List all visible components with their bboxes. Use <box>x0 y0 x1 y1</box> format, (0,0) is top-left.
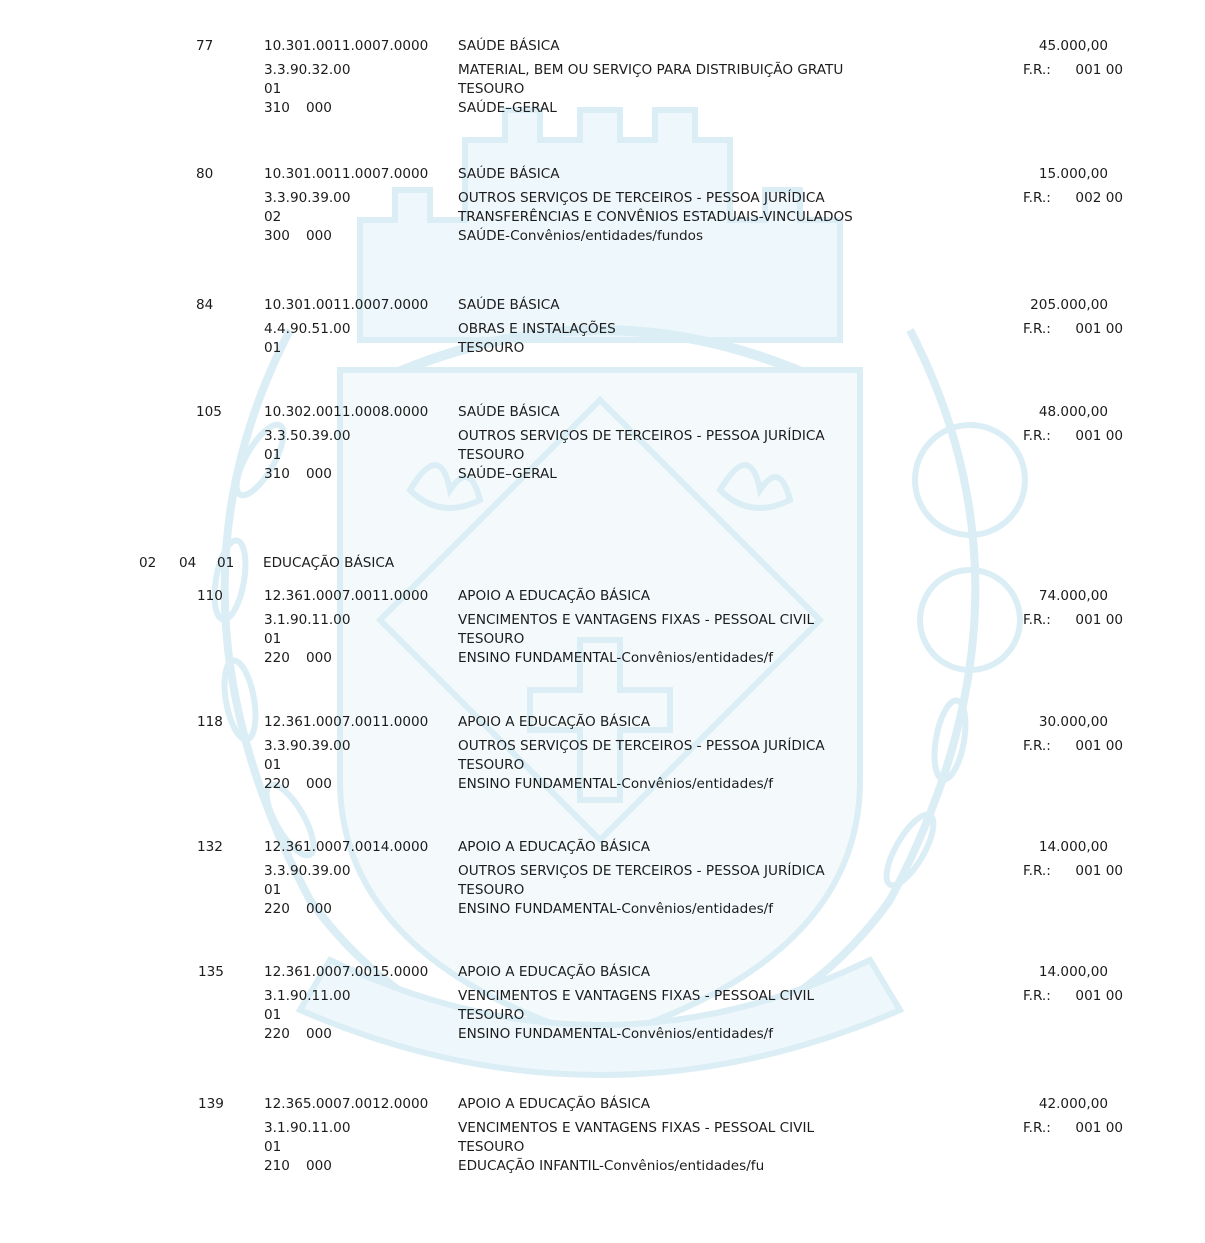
program-name: APOIO A EDUCAÇÃO BÁSICA <box>458 1096 651 1112</box>
sub-description: ENSINO FUNDAMENTAL-Convênios/entidades/f <box>458 901 774 917</box>
amount: 15.000,00 <box>1038 166 1108 182</box>
fr-field <box>1023 862 1123 881</box>
fr-field <box>1023 1119 1123 1138</box>
element-description: VENCIMENTOS E VANTAGENS FIXAS - PESSOAL CIVIL <box>458 612 815 628</box>
program-name: SAÚDE BÁSICA <box>458 297 560 313</box>
entry-number: 110 <box>197 588 223 604</box>
entry-number: 77 <box>196 38 214 54</box>
entry-code-column <box>264 296 449 358</box>
entry-number: 139 <box>198 1096 224 1112</box>
element-code: 3.3.90.39.00 <box>264 190 351 206</box>
sub-codes <box>264 775 449 794</box>
budget-entry <box>0 713 1205 803</box>
sub-code-a: 310 <box>264 466 290 482</box>
source-description: TESOURO <box>458 1007 525 1023</box>
sub-description: SAÚDE–GERAL <box>458 466 557 482</box>
budget-entry <box>0 1095 1205 1185</box>
sub-code-a: 310 <box>264 100 290 116</box>
source-code: 01 <box>264 340 282 356</box>
entry-description-column <box>458 587 898 668</box>
sub-code-a: 220 <box>264 776 290 792</box>
fr-field <box>1023 320 1123 339</box>
sub-code-b: 000 <box>306 466 332 482</box>
source-description: TESOURO <box>458 757 525 773</box>
program-name: APOIO A EDUCAÇÃO BÁSICA <box>458 714 651 730</box>
fr-field <box>1023 987 1123 1006</box>
entry-number: 84 <box>196 297 214 313</box>
program-name: APOIO A EDUCAÇÃO BÁSICA <box>458 964 651 980</box>
sub-codes <box>264 1025 449 1044</box>
fr-label: F.R.: <box>1023 738 1051 754</box>
functional-code: 10.301.0011.0007.0000 <box>264 297 429 313</box>
sub-codes <box>264 227 449 246</box>
source-description: TESOURO <box>458 631 525 647</box>
element-description: OUTROS SERVIÇOS DE TERCEIROS - PESSOA JURÍDICA <box>458 428 825 444</box>
fr-label: F.R.: <box>1023 62 1051 78</box>
sub-code-b: 000 <box>306 228 332 244</box>
sub-code-a: 220 <box>264 901 290 917</box>
entry-description-column <box>458 838 898 919</box>
entry-description-column <box>458 963 898 1044</box>
entry-description-column <box>458 713 898 794</box>
program-name: APOIO A EDUCAÇÃO BÁSICA <box>458 839 651 855</box>
element-description: OBRAS E INSTALAÇÕES <box>458 321 616 337</box>
sub-codes <box>264 1157 449 1176</box>
fr-label: F.R.: <box>1023 612 1051 628</box>
element-code: 3.3.90.32.00 <box>264 62 351 78</box>
entry-description-column <box>458 296 898 358</box>
sub-code-a: 210 <box>264 1158 290 1174</box>
element-description: VENCIMENTOS E VANTAGENS FIXAS - PESSOAL CIVIL <box>458 988 815 1004</box>
amount: 45.000,00 <box>1038 38 1108 54</box>
amount: 42.000,00 <box>1038 1096 1108 1112</box>
fr-label: F.R.: <box>1023 428 1051 444</box>
sub-description: EDUCAÇÃO INFANTIL-Convênios/entidades/fu <box>458 1158 765 1174</box>
fr-label: F.R.: <box>1023 190 1051 206</box>
section-header <box>0 554 1205 574</box>
element-code: 3.1.90.11.00 <box>264 988 351 1004</box>
section-code-c: 01 <box>217 555 235 571</box>
sub-description: SAÚDE-Convênios/entidades/fundos <box>458 228 704 244</box>
amount: 14.000,00 <box>1038 964 1108 980</box>
fr-code: 001 00 <box>1075 428 1123 444</box>
source-code: 01 <box>264 1007 282 1023</box>
fr-field <box>1023 427 1123 446</box>
entry-description-column <box>458 1095 898 1176</box>
element-code: 3.1.90.11.00 <box>264 1120 351 1136</box>
sub-code-a: 300 <box>264 228 290 244</box>
budget-entry <box>0 37 1205 127</box>
source-code: 01 <box>264 757 282 773</box>
amount: 74.000,00 <box>1038 588 1108 604</box>
entry-code-column <box>264 1095 449 1176</box>
amount: 48.000,00 <box>1038 404 1108 420</box>
fr-label: F.R.: <box>1023 863 1051 879</box>
entry-description-column <box>458 37 898 118</box>
element-description: VENCIMENTOS E VANTAGENS FIXAS - PESSOAL CIVIL <box>458 1120 815 1136</box>
budget-entry <box>0 838 1205 928</box>
sub-description: ENSINO FUNDAMENTAL-Convênios/entidades/f <box>458 776 774 792</box>
amount: 205.000,00 <box>1030 297 1108 313</box>
entry-code-column <box>264 403 449 484</box>
sub-code-b: 000 <box>306 100 332 116</box>
element-description: MATERIAL, BEM OU SERVIÇO PARA DISTRIBUIÇÃO GRATU <box>458 62 844 78</box>
entry-code-column <box>264 165 449 246</box>
entry-number: 118 <box>197 714 223 730</box>
sub-code-b: 000 <box>306 1158 332 1174</box>
section-code-b: 04 <box>179 555 197 571</box>
amount: 14.000,00 <box>1038 839 1108 855</box>
fr-field <box>1023 189 1123 208</box>
functional-code: 12.361.0007.0011.0000 <box>264 714 429 730</box>
sub-codes <box>264 99 449 118</box>
fr-code: 001 00 <box>1075 62 1123 78</box>
source-code: 01 <box>264 882 282 898</box>
element-code: 3.3.90.39.00 <box>264 863 351 879</box>
budget-entry <box>0 165 1205 255</box>
section-title: EDUCAÇÃO BÁSICA <box>263 555 395 571</box>
source-code: 01 <box>264 81 282 97</box>
program-name: SAÚDE BÁSICA <box>458 38 560 54</box>
fr-label: F.R.: <box>1023 321 1051 337</box>
entry-code-column <box>264 37 449 118</box>
sub-code-b: 000 <box>306 901 332 917</box>
source-description: TESOURO <box>458 340 525 356</box>
fr-code: 002 00 <box>1075 190 1123 206</box>
element-description: OUTROS SERVIÇOS DE TERCEIROS - PESSOA JURÍDICA <box>458 863 825 879</box>
amount: 30.000,00 <box>1038 714 1108 730</box>
sub-description: ENSINO FUNDAMENTAL-Convênios/entidades/f <box>458 650 774 666</box>
source-code: 01 <box>264 447 282 463</box>
sub-code-b: 000 <box>306 650 332 666</box>
element-code: 3.3.90.39.00 <box>264 738 351 754</box>
fr-code: 001 00 <box>1075 612 1123 628</box>
sub-codes <box>264 649 449 668</box>
entry-number: 80 <box>196 166 214 182</box>
sub-code-a: 220 <box>264 1026 290 1042</box>
functional-code: 12.361.0007.0015.0000 <box>264 964 429 980</box>
functional-code: 12.361.0007.0014.0000 <box>264 839 429 855</box>
sub-code-b: 000 <box>306 1026 332 1042</box>
element-description: OUTROS SERVIÇOS DE TERCEIROS - PESSOA JURÍDICA <box>458 190 825 206</box>
functional-code: 10.302.0011.0008.0000 <box>264 404 429 420</box>
sub-code-b: 000 <box>306 776 332 792</box>
fr-label: F.R.: <box>1023 1120 1051 1136</box>
entry-description-column <box>458 165 898 246</box>
sub-codes <box>264 900 449 919</box>
functional-code: 10.301.0011.0007.0000 <box>264 166 429 182</box>
fr-code: 001 00 <box>1075 321 1123 337</box>
budget-entry <box>0 403 1205 493</box>
program-name: APOIO A EDUCAÇÃO BÁSICA <box>458 588 651 604</box>
fr-label: F.R.: <box>1023 988 1051 1004</box>
fr-code: 001 00 <box>1075 863 1123 879</box>
program-name: SAÚDE BÁSICA <box>458 166 560 182</box>
functional-code: 10.301.0011.0007.0000 <box>264 38 429 54</box>
sub-code-a: 220 <box>264 650 290 666</box>
entry-code-column <box>264 963 449 1044</box>
fr-field <box>1023 737 1123 756</box>
entry-description-column <box>458 403 898 484</box>
fr-field <box>1023 61 1123 80</box>
fr-code: 001 00 <box>1075 738 1123 754</box>
functional-code: 12.361.0007.0011.0000 <box>264 588 429 604</box>
sub-description: SAÚDE–GERAL <box>458 100 557 116</box>
sub-codes <box>264 465 449 484</box>
source-description: TRANSFERÊNCIAS E CONVÊNIOS ESTADUAIS-VINCULADOS <box>458 209 853 225</box>
source-description: TESOURO <box>458 81 525 97</box>
source-description: TESOURO <box>458 1139 525 1155</box>
element-code: 3.1.90.11.00 <box>264 612 351 628</box>
budget-entry <box>0 963 1205 1053</box>
entry-number: 132 <box>197 839 223 855</box>
source-description: TESOURO <box>458 447 525 463</box>
program-name: SAÚDE BÁSICA <box>458 404 560 420</box>
sub-description: ENSINO FUNDAMENTAL-Convênios/entidades/f <box>458 1026 774 1042</box>
entry-number: 105 <box>196 404 222 420</box>
element-code: 3.3.50.39.00 <box>264 428 351 444</box>
functional-code: 12.365.0007.0012.0000 <box>264 1096 429 1112</box>
source-code: 02 <box>264 209 282 225</box>
entry-code-column <box>264 713 449 794</box>
section-code-a: 02 <box>139 555 157 571</box>
element-description: OUTROS SERVIÇOS DE TERCEIROS - PESSOA JURÍDICA <box>458 738 825 754</box>
source-description: TESOURO <box>458 882 525 898</box>
source-code: 01 <box>264 1139 282 1155</box>
fr-field <box>1023 611 1123 630</box>
fr-code: 001 00 <box>1075 988 1123 1004</box>
source-code: 01 <box>264 631 282 647</box>
entry-code-column <box>264 587 449 668</box>
entry-code-column <box>264 838 449 919</box>
entry-number: 135 <box>198 964 224 980</box>
budget-entry <box>0 587 1205 677</box>
fr-code: 001 00 <box>1075 1120 1123 1136</box>
element-code: 4.4.90.51.00 <box>264 321 351 337</box>
budget-entry <box>0 296 1205 386</box>
